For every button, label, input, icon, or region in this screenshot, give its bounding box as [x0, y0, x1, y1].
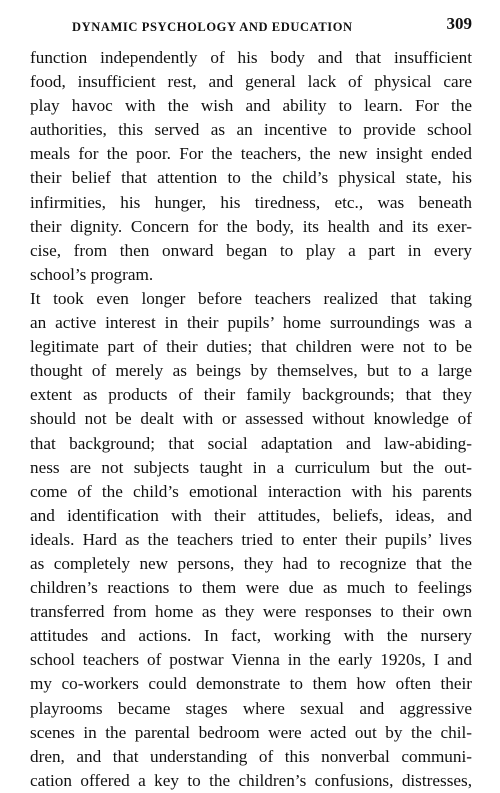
text-line: come of the child’s emotional interaction with his parents	[30, 481, 472, 501]
text-line: function independently of his body and that insufficient	[30, 48, 472, 67]
text-line: their belief that attention to the child’s physical state, his	[30, 168, 472, 188]
text-line: as completely new persons, they had to recognize that the	[30, 553, 472, 573]
running-head	[30, 14, 472, 40]
paragraph-first-line: It took even longer before teachers realized that taking	[30, 288, 472, 308]
running-title: DYNAMIC PSYCHOLOGY AND EDUCATION	[72, 20, 353, 34]
body-text	[30, 46, 472, 793]
text-line: dren, and that understanding of this nonverbal communi-	[30, 746, 472, 766]
text-line: extent as products of their family backgrounds; that they	[30, 385, 472, 405]
text-line: ness are not subjects taught in a curriculum but the out-	[30, 457, 472, 477]
text-line: cation offered a key to the children’s confusions, distresses,	[30, 770, 472, 790]
text-line: school’s program.	[30, 264, 154, 284]
text-line: scenes in the parental bedroom were acted out by the chil-	[30, 722, 472, 742]
text-line: ideals. Hard as the teachers tried to enter their pupils’ lives	[30, 529, 472, 549]
text-line: infirmities, his hunger, his tiredness, etc., was beneath	[30, 192, 472, 212]
text-line: meals for the poor. For the teachers, the new insight ended	[30, 144, 472, 164]
text-line: children’s reactions to them were due as much to feelings	[30, 578, 472, 598]
text-line: that background; that social adaptation and law-abiding-	[30, 433, 472, 453]
text-line: play havoc with the wish and ability to learn. For the	[30, 96, 472, 116]
text-line: transferred from home as they were responses to their own	[30, 602, 472, 622]
text-line: should not be dealt with or assessed without knowledge of	[30, 409, 472, 429]
text-line: their dignity. Concern for the body, its health and its exer-	[30, 216, 472, 236]
text-line: cise, from then onward began to play a part in every	[30, 240, 472, 260]
text-line: my co-workers could demonstrate to them how often their	[30, 674, 472, 694]
text-line: an active interest in their pupils’ home surroundings was a	[30, 313, 472, 333]
text-line: attitudes and actions. In fact, working with the nursery	[30, 626, 472, 646]
text-line: authorities, this served as an incentive to provide school	[30, 120, 472, 140]
text-line: food, insufficient rest, and general lack of physical care	[30, 72, 472, 92]
text-line: school teachers of postwar Vienna in the early 1920s, I and	[30, 650, 472, 670]
text-line: playrooms became stages where sexual and aggressive	[30, 698, 472, 718]
text-line: legitimate part of their duties; that children were not to be	[30, 337, 472, 357]
text-line: and identification with their attitudes, beliefs, ideas, and	[30, 505, 472, 525]
book-page	[30, 14, 472, 793]
page-number: 309	[446, 14, 472, 33]
text-line: thought of merely as beings by themselves, but to a large	[30, 361, 472, 381]
